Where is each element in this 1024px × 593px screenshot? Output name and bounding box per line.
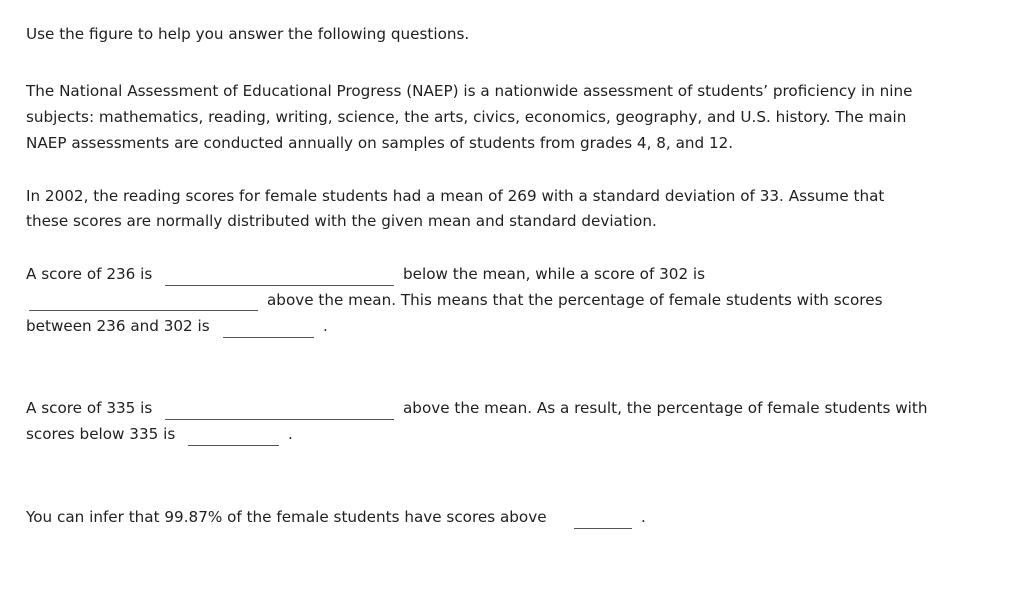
q2-text-part2: above the mean. As a result, the percentage of female students with [403, 399, 928, 417]
q1-period: . [323, 317, 328, 335]
q1-text-part3: above the mean. This means that the percentage of female students with scores [267, 291, 883, 309]
q1-text-part2: below the mean, while a score of 302 is [403, 265, 706, 283]
q1-blank-3[interactable] [223, 318, 314, 338]
instructions-text: Use the figure to help you answer the following questions. [26, 25, 470, 43]
intro-line-3: NAEP assessments are conducted annually on samples of students from grades 4, 8, and 12. [26, 134, 734, 152]
q2-text-part1: A score of 335 is [26, 399, 153, 417]
scenario-line-1: In 2002, the reading scores for female students had a mean of 269 with a standard deviation of 33. Assume that [26, 187, 885, 205]
q3-blank-1[interactable] [574, 509, 632, 529]
intro-line-2: subjects: mathematics, reading, writing, science, the arts, civics, economics, geography, and U.S. history. The main [26, 108, 907, 126]
scenario-line-2: these scores are normally distributed with the given mean and standard deviation. [26, 212, 657, 230]
q3-text-part1: You can infer that 99.87% of the female students have scores above [26, 508, 547, 526]
q3-period: . [641, 508, 646, 526]
q2-period: . [288, 425, 293, 443]
q2-blank-2[interactable] [188, 426, 279, 446]
q2-text-part3: scores below 335 is [26, 425, 176, 443]
intro-line-1: The National Assessment of Educational Progress (NAEP) is a nationwide assessment of students’ proficiency in nine [26, 82, 913, 100]
q2-blank-1[interactable] [165, 400, 394, 420]
q1-blank-2[interactable] [29, 291, 258, 311]
q1-blank-1[interactable] [165, 266, 394, 286]
q1-text-part4: between 236 and 302 is [26, 317, 210, 335]
q1-text-part1: A score of 236 is [26, 265, 153, 283]
